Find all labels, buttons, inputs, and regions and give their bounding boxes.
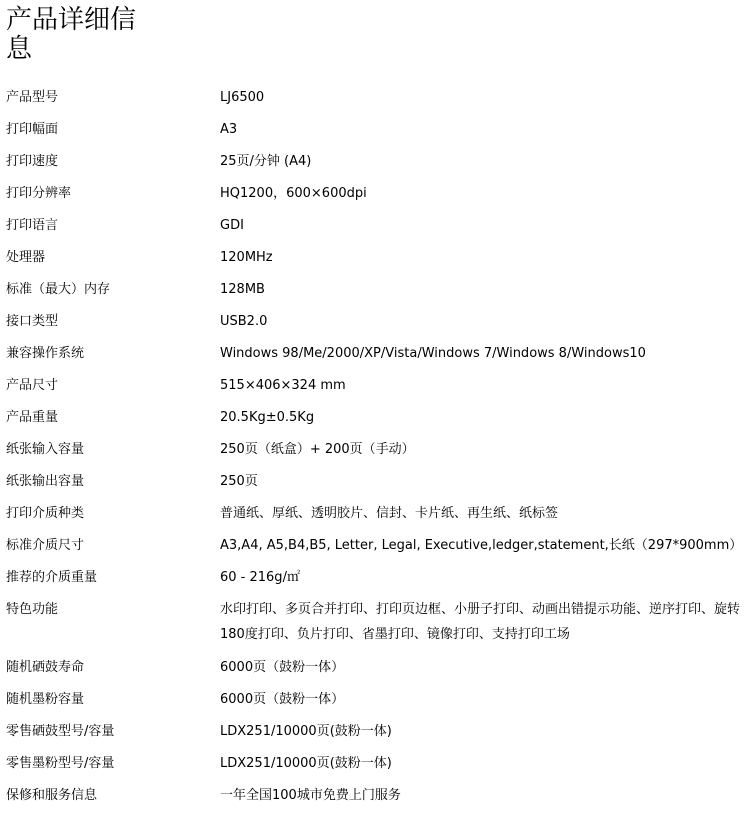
spec-label: 打印介质种类 [6, 506, 85, 521]
spec-label: 纸张输入容量 [6, 442, 85, 457]
spec-value: 250页（纸盒）+ 200页（手动） [220, 442, 415, 457]
spec-label: 标准（最大）内存 [6, 282, 111, 297]
spec-value: LJ6500 [220, 90, 265, 105]
spec-row-output-capacity [0, 467, 748, 499]
spec-label: 产品尺寸 [6, 378, 59, 393]
spec-value: 120MHz [220, 250, 273, 265]
spec-row-format [0, 115, 748, 147]
spec-value: 一年全国100城市免费上门服务 [220, 788, 401, 803]
spec-row-input-capacity [0, 435, 748, 467]
spec-row-os [0, 339, 748, 371]
spec-label: 兼容操作系统 [6, 346, 85, 361]
spec-label: 接口类型 [6, 314, 59, 329]
spec-row-retail-toner [0, 749, 748, 781]
spec-value: LDX251/10000页(鼓粉一体) [220, 756, 392, 771]
spec-row-interface [0, 307, 748, 339]
spec-row-processor [0, 243, 748, 275]
spec-value: 20.5Kg±0.5Kg [220, 410, 315, 425]
spec-value: 6000页（鼓粉一体） [220, 692, 345, 707]
spec-value: 128MB [220, 282, 265, 297]
spec-label: 打印幅面 [6, 122, 59, 137]
spec-value: 6000页（鼓粉一体） [220, 660, 345, 675]
spec-label: 打印语言 [6, 218, 59, 233]
spec-value: 60 - 216g/㎡ [220, 570, 300, 585]
spec-row-features [0, 595, 748, 653]
spec-row-drum-life [0, 653, 748, 685]
spec-value: LDX251/10000页(鼓粉一体) [220, 724, 392, 739]
spec-label: 打印速度 [6, 154, 59, 169]
spec-row-media-sizes [0, 531, 748, 563]
spec-value: 250页 [220, 474, 258, 489]
spec-value: 水印打印、多页合并打印、打印页边框、小册子打印、动画出错提示功能、逆序打印、旋转180度打印、负片打印、省墨打印、镜像打印、支持打印工场 [220, 602, 741, 642]
spec-label: 推荐的介质重量 [6, 570, 98, 585]
spec-value: Windows 98/Me/2000/XP/Vista/Windows 7/Windows 8/Windows10 [220, 346, 646, 361]
spec-label: 纸张输出容量 [6, 474, 85, 489]
spec-value: HQ1200，600×600dpi [220, 186, 367, 201]
spec-label: 特色功能 [6, 602, 59, 617]
spec-value: USB2.0 [220, 314, 268, 329]
spec-row-language [0, 211, 748, 243]
spec-row-warranty [0, 781, 748, 813]
spec-row-toner-capacity [0, 685, 748, 717]
spec-row-size [0, 371, 748, 403]
spec-row-weight [0, 403, 748, 435]
spec-value: 515×406×324 mm [220, 378, 346, 393]
spec-label: 标准介质尺寸 [6, 538, 85, 553]
spec-value: 25页/分钟 (A4) [220, 154, 312, 169]
spec-row-media-weight [0, 563, 748, 595]
spec-row-resolution [0, 179, 748, 211]
spec-value: A3,A4, A5,B4,B5, Letter, Legal, Executive,ledger,statement,长纸（297*900mm） [220, 538, 743, 553]
spec-label: 随机硒鼓寿命 [6, 660, 85, 675]
spec-label: 零售硒鼓型号/容量 [6, 724, 115, 739]
spec-label: 处理器 [6, 250, 46, 265]
spec-table [0, 83, 748, 813]
spec-value: 普通纸、厚纸、透明胶片、信封、卡片纸、再生纸、纸标签 [220, 506, 559, 521]
spec-label: 保修和服务信息 [6, 788, 98, 803]
spec-row-speed [0, 147, 748, 179]
spec-label: 产品重量 [6, 410, 59, 425]
page-title: 产品详细信息 [6, 5, 137, 64]
spec-row-retail-drum [0, 717, 748, 749]
spec-value: A3 [220, 122, 238, 137]
spec-row-media-types [0, 499, 748, 531]
spec-row-memory [0, 275, 748, 307]
spec-label: 打印分辨率 [6, 186, 72, 201]
spec-value: GDI [220, 218, 244, 233]
spec-label: 产品型号 [6, 90, 59, 105]
spec-label: 随机墨粉容量 [6, 692, 85, 707]
spec-label: 零售墨粉型号/容量 [6, 756, 115, 771]
spec-row-model [0, 83, 748, 115]
